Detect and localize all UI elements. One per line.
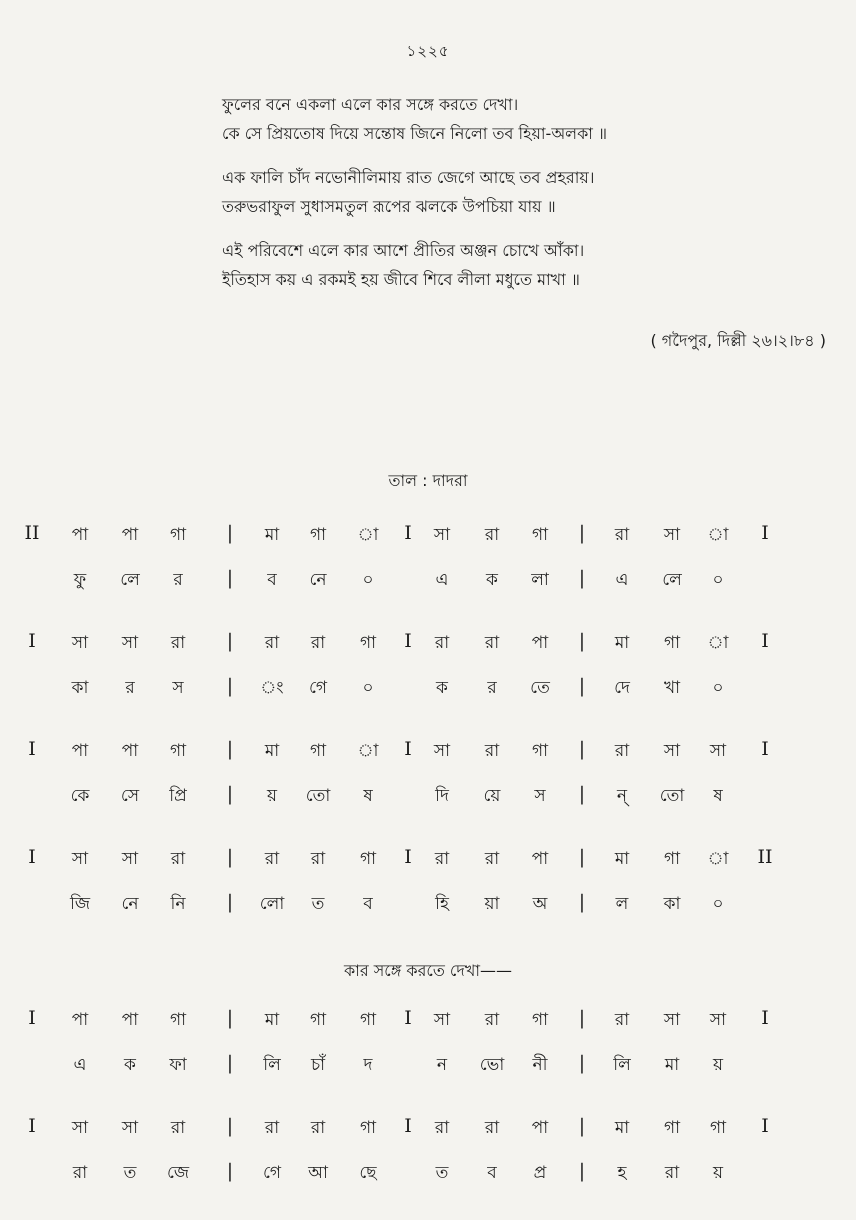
- division-marker: |: [578, 630, 586, 652]
- division-marker: |: [226, 675, 234, 697]
- lyric-syllable: জি: [69, 894, 91, 914]
- swara-note: সা: [121, 1118, 139, 1138]
- swara-note: রা: [310, 633, 326, 653]
- lyric-syllable: তে: [530, 678, 550, 698]
- tala-title: তাল : দাদরা: [388, 471, 468, 490]
- swara-note: মা: [264, 525, 280, 545]
- swara-note: মা: [614, 1118, 630, 1138]
- lyric-syllable: গে: [308, 678, 328, 698]
- lyric-syllable: লি: [613, 1055, 631, 1075]
- division-marker: |: [226, 522, 234, 544]
- swara-note: রা: [170, 1118, 186, 1138]
- swara-row: [0, 1007, 856, 1047]
- swara-row: [0, 738, 856, 778]
- lyric-syllable: ০: [362, 678, 374, 698]
- swara-note: গা: [169, 525, 187, 545]
- swara-note: রা: [614, 525, 630, 545]
- lyric-syllable: প্রি: [169, 786, 187, 806]
- lyric-syllable: ব: [363, 894, 373, 914]
- lyric-syllable: দে: [614, 678, 630, 698]
- lyric-syllable: রা: [664, 1163, 680, 1183]
- division-marker: I: [404, 1115, 412, 1137]
- lyric-syllable: অ: [532, 894, 548, 914]
- poem-line: এক ফালি চাঁদ নভোনীলিমায় রাত জেগে আছে তব প্রহরায়।: [222, 168, 595, 187]
- division-marker: |: [578, 1115, 586, 1137]
- swara-note: রা: [484, 849, 500, 869]
- division-marker: I: [761, 738, 769, 760]
- lyric-syllable: নী: [532, 1055, 548, 1075]
- lyric-syllable: ত: [311, 894, 325, 914]
- swara-note: পা: [121, 1010, 139, 1030]
- lyric-syllable: ক: [124, 1055, 136, 1075]
- lyric-syllable: ছে: [359, 1163, 377, 1183]
- lyric-syllable: ন্: [616, 786, 628, 806]
- swara-note: রা: [434, 849, 450, 869]
- lyric-syllable: য়া: [484, 894, 500, 914]
- swara-note: গা: [663, 633, 681, 653]
- swara-note: রা: [264, 1118, 280, 1138]
- stanza-3: [222, 236, 822, 294]
- swara-note: সা: [709, 1010, 727, 1030]
- swara-note: রা: [264, 633, 280, 653]
- swara-note: মা: [614, 849, 630, 869]
- lyric-syllable: ব: [487, 1163, 497, 1183]
- division-marker: |: [226, 1160, 234, 1182]
- division-marker: |: [226, 738, 234, 760]
- lyric-row: [0, 1052, 856, 1092]
- swara-note: সা: [663, 525, 681, 545]
- poem-line: কে সে প্রিয়তোষ দিয়ে সন্তোষ জিনে নিলো তব হিয়া-অলকা ॥: [222, 124, 608, 143]
- lyric-syllable: ক: [486, 570, 498, 590]
- division-marker: |: [226, 567, 234, 589]
- lyric-syllable: লে: [120, 570, 140, 590]
- swara-note: গা: [359, 1118, 377, 1138]
- division-marker: |: [578, 846, 586, 868]
- lyric-syllable: ন: [436, 1055, 448, 1075]
- swara-note: পা: [71, 1010, 89, 1030]
- section-subheading: কার সঙ্গে করতে দেখা——: [344, 961, 512, 980]
- lyric-syllable: রা: [72, 1163, 88, 1183]
- lyric-syllable: ফু: [73, 570, 87, 590]
- lyric-syllable: নে: [121, 894, 139, 914]
- swara-note: গা: [709, 1118, 727, 1138]
- stanza-1: [222, 90, 822, 148]
- division-marker: |: [226, 630, 234, 652]
- lyric-row: [0, 675, 856, 715]
- division-marker: I: [404, 846, 412, 868]
- division-marker: II: [757, 846, 773, 868]
- lyric-syllable: লা: [531, 570, 549, 590]
- swara-note: গা: [531, 1010, 549, 1030]
- swara-note: রা: [310, 1118, 326, 1138]
- lyric-syllable: র: [173, 570, 183, 590]
- page-number: ১২২৫: [406, 42, 450, 60]
- swara-note: া: [357, 741, 379, 761]
- swara-note: সা: [663, 741, 681, 761]
- lyric-syllable: য়: [266, 786, 278, 806]
- lyric-syllable: ল: [615, 894, 629, 914]
- lyric-syllable: গে: [262, 1163, 282, 1183]
- swara-note: গা: [359, 849, 377, 869]
- swara-note: পা: [531, 633, 549, 653]
- poem-line: তরুভরাফুল সুধাসমতুল রূপের ঝলকে উপচিয়া যায় ॥: [222, 197, 556, 216]
- lyric-syllable: এ: [615, 570, 629, 590]
- division-marker: I: [28, 1007, 36, 1029]
- division-marker: |: [226, 1052, 234, 1074]
- poem-line: এই পরিবেশে এলে কার আশে প্রীতির অঞ্জন চোখে আঁকা।: [222, 241, 585, 260]
- swara-note: পা: [121, 741, 139, 761]
- swara-note: গা: [169, 741, 187, 761]
- lyric-syllable: ভো: [479, 1055, 505, 1075]
- swara-note: পা: [531, 1118, 549, 1138]
- division-marker: |: [226, 846, 234, 868]
- division-marker: |: [578, 891, 586, 913]
- division-marker: |: [578, 567, 586, 589]
- swara-note: রা: [614, 1010, 630, 1030]
- swara-note: মা: [264, 741, 280, 761]
- swara-note: গা: [663, 1118, 681, 1138]
- swara-note: সা: [71, 1118, 89, 1138]
- swara-note: গা: [359, 1010, 377, 1030]
- division-marker: |: [578, 522, 586, 544]
- lyric-syllable: ত: [123, 1163, 137, 1183]
- lyric-syllable: জে: [166, 1163, 190, 1183]
- lyric-syllable: ব: [267, 570, 277, 590]
- swara-note: মা: [614, 633, 630, 653]
- lyric-syllable: চাঁ: [310, 1055, 326, 1075]
- division-marker: |: [226, 1115, 234, 1137]
- swara-note: রা: [484, 1010, 500, 1030]
- lyric-syllable: ত: [435, 1163, 449, 1183]
- lyric-syllable: নে: [309, 570, 327, 590]
- lyric-syllable: লি: [263, 1055, 281, 1075]
- swara-note: রা: [434, 633, 450, 653]
- swara-note: রা: [170, 633, 186, 653]
- division-marker: I: [761, 1115, 769, 1137]
- division-marker: II: [24, 522, 40, 544]
- lyric-syllable: এ: [435, 570, 449, 590]
- lyric-syllable: হি: [435, 894, 449, 914]
- swara-note: সা: [709, 741, 727, 761]
- lyric-syllable: লে: [662, 570, 682, 590]
- lyric-syllable: র: [125, 678, 135, 698]
- stanza-2: [222, 163, 822, 221]
- swara-note: রা: [310, 849, 326, 869]
- swara-row: [0, 1115, 856, 1155]
- lyric-syllable: হ: [617, 1163, 627, 1183]
- division-marker: I: [761, 522, 769, 544]
- lyric-syllable: দ: [363, 1055, 373, 1075]
- swara-note: া: [357, 525, 379, 545]
- swara-note: পা: [71, 741, 89, 761]
- lyric-syllable: দি: [435, 786, 449, 806]
- lyric-syllable: ০: [712, 894, 724, 914]
- division-marker: I: [761, 630, 769, 652]
- lyric-syllable: খা: [663, 678, 681, 698]
- swara-note: পা: [121, 525, 139, 545]
- swara-note: গা: [663, 849, 681, 869]
- lyric-syllable: কা: [71, 678, 89, 698]
- lyric-syllable: য়: [712, 1055, 724, 1075]
- lyric-row: [0, 891, 856, 931]
- division-marker: I: [28, 738, 36, 760]
- division-marker: I: [28, 630, 36, 652]
- swara-note: রা: [434, 1118, 450, 1138]
- swara-note: মা: [264, 1010, 280, 1030]
- lyric-syllable: ক: [436, 678, 448, 698]
- swara-note: সা: [663, 1010, 681, 1030]
- swara-note: রা: [170, 849, 186, 869]
- swara-note: পা: [71, 525, 89, 545]
- lyric-row: [0, 783, 856, 823]
- division-marker: |: [578, 738, 586, 760]
- lyric-syllable: য়ে: [483, 786, 501, 806]
- swara-note: রা: [264, 849, 280, 869]
- lyric-syllable: তো: [305, 786, 331, 806]
- division-marker: |: [226, 783, 234, 805]
- lyric-syllable: কে: [70, 786, 90, 806]
- division-marker: |: [226, 891, 234, 913]
- swara-note: রা: [484, 1118, 500, 1138]
- lyric-syllable: সে: [120, 786, 140, 806]
- lyric-syllable: কা: [663, 894, 681, 914]
- lyric-syllable: ০: [362, 570, 374, 590]
- lyric-row: [0, 1160, 856, 1200]
- lyric-syllable: র: [487, 678, 497, 698]
- swara-note: সা: [121, 633, 139, 653]
- swara-note: সা: [71, 849, 89, 869]
- swara-note: রা: [484, 633, 500, 653]
- lyric-syllable: ষ: [363, 786, 373, 806]
- lyric-syllable: লো: [259, 894, 285, 914]
- lyric-syllable: প্র: [533, 1163, 547, 1183]
- swara-note: গা: [359, 633, 377, 653]
- swara-note: সা: [433, 741, 451, 761]
- division-marker: I: [761, 1007, 769, 1029]
- lyric-syllable: ং: [260, 678, 284, 698]
- swara-note: রা: [614, 741, 630, 761]
- swara-note: গা: [531, 741, 549, 761]
- swara-note: রা: [484, 741, 500, 761]
- swara-note: সা: [71, 633, 89, 653]
- lyric-syllable: নি: [170, 894, 186, 914]
- lyric-syllable: তো: [659, 786, 685, 806]
- lyric-syllable: আ: [308, 1163, 328, 1183]
- swara-row: [0, 630, 856, 670]
- division-marker: I: [404, 522, 412, 544]
- swara-note: সা: [433, 1010, 451, 1030]
- poem-signature: ( গদৈপুর, দিল্লী ২৬।২।৮৪ ): [650, 331, 826, 350]
- lyric-syllable: স: [534, 786, 546, 806]
- swara-row: [0, 522, 856, 562]
- lyric-syllable: এ: [73, 1055, 87, 1075]
- division-marker: |: [578, 1007, 586, 1029]
- division-marker: I: [404, 738, 412, 760]
- division-marker: |: [578, 1052, 586, 1074]
- swara-note: া: [707, 633, 729, 653]
- division-marker: I: [28, 846, 36, 868]
- lyric-syllable: য়: [712, 1163, 724, 1183]
- lyric-syllable: মা: [664, 1055, 680, 1075]
- swara-note: গা: [531, 525, 549, 545]
- division-marker: |: [578, 783, 586, 805]
- lyric-syllable: ০: [712, 570, 724, 590]
- swara-note: সা: [121, 849, 139, 869]
- lyric-syllable: ষ: [713, 786, 723, 806]
- poem-line: ফুলের বনে একলা এলে কার সঙ্গে করতে দেখা।: [222, 95, 519, 114]
- swara-note: া: [707, 849, 729, 869]
- swara-note: পা: [531, 849, 549, 869]
- swara-note: সা: [433, 525, 451, 545]
- swara-note: গা: [309, 525, 327, 545]
- division-marker: I: [28, 1115, 36, 1137]
- swara-note: গা: [169, 1010, 187, 1030]
- division-marker: |: [578, 1160, 586, 1182]
- division-marker: I: [404, 1007, 412, 1029]
- lyric-row: [0, 567, 856, 607]
- poem-lyrics: [222, 90, 822, 309]
- division-marker: |: [578, 675, 586, 697]
- swara-note: া: [707, 525, 729, 545]
- lyric-syllable: ফা: [169, 1055, 187, 1075]
- poem-line: ইতিহাস কয় এ রকমই হয় জীবে শিবে লীলা মধুতে মাখা ॥: [222, 270, 580, 289]
- division-marker: |: [226, 1007, 234, 1029]
- swara-note: গা: [309, 741, 327, 761]
- swara-note: গা: [309, 1010, 327, 1030]
- swara-row: [0, 846, 856, 886]
- lyric-syllable: স: [172, 678, 184, 698]
- lyric-syllable: ০: [712, 678, 724, 698]
- swara-note: রা: [484, 525, 500, 545]
- division-marker: I: [404, 630, 412, 652]
